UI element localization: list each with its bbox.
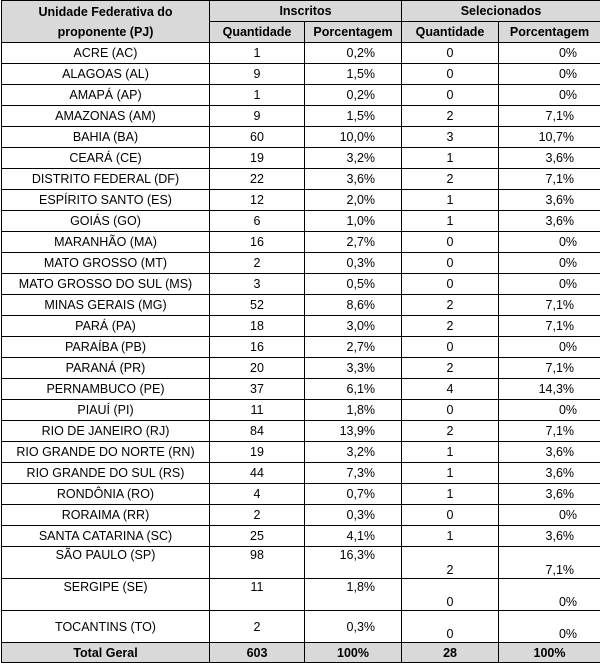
cell-inscritos-porcentagem: 1,0% bbox=[305, 211, 402, 232]
cell-inscritos-quantidade: 9 bbox=[210, 106, 305, 127]
cell-inscritos-quantidade: 22 bbox=[210, 169, 305, 190]
cell-selecionados-quantidade: 0 bbox=[402, 253, 499, 274]
cell-inscritos-porcentagem: 3,3% bbox=[305, 358, 402, 379]
cell-inscritos-quantidade: 20 bbox=[210, 358, 305, 379]
header-inscritos-quantidade: Quantidade bbox=[210, 22, 305, 43]
cell-state: RIO GRANDE DO SUL (RS) bbox=[2, 463, 210, 484]
cell-inscritos-porcentagem: 1,5% bbox=[305, 64, 402, 85]
cell-inscritos-quantidade: 25 bbox=[210, 526, 305, 547]
cell-selecionados-quantidade: 3 bbox=[402, 127, 499, 148]
cell-state: PARAÍBA (PB) bbox=[2, 337, 210, 358]
cell-inscritos-porcentagem: 7,3% bbox=[305, 463, 402, 484]
table-row bbox=[2, 148, 600, 169]
cell-inscritos-quantidade: 60 bbox=[210, 127, 305, 148]
cell-inscritos-porcentagem: 2,7% bbox=[305, 337, 402, 358]
total-row bbox=[2, 643, 600, 663]
cell-inscritos-porcentagem: 2,0% bbox=[305, 190, 402, 211]
cell-state: PARANÁ (PR) bbox=[2, 358, 210, 379]
cell-selecionados-porcentagem: 0% bbox=[499, 274, 600, 295]
cell-selecionados-quantidade: 1 bbox=[402, 526, 499, 547]
cell-inscritos-porcentagem: 16,3% bbox=[305, 547, 402, 579]
cell-selecionados-quantidade: 0 bbox=[402, 579, 499, 611]
cell-state: RIO GRANDE DO NORTE (RN) bbox=[2, 442, 210, 463]
cell-state: RONDÔNIA (RO) bbox=[2, 484, 210, 505]
cell-inscritos-porcentagem: 1,8% bbox=[305, 579, 402, 611]
table-row bbox=[2, 547, 600, 579]
cell-selecionados-porcentagem: 0% bbox=[499, 43, 600, 64]
cell-inscritos-quantidade: 84 bbox=[210, 421, 305, 442]
table-row bbox=[2, 106, 600, 127]
cell-state: PERNAMBUCO (PE) bbox=[2, 379, 210, 400]
total-selecionados-porcentagem: 100% bbox=[499, 643, 600, 663]
cell-inscritos-porcentagem: 0,2% bbox=[305, 85, 402, 106]
cell-selecionados-quantidade: 2 bbox=[402, 106, 499, 127]
cell-state: SÃO PAULO (SP) bbox=[2, 547, 210, 579]
cell-selecionados-porcentagem: 7,1% bbox=[499, 358, 600, 379]
cell-selecionados-quantidade: 2 bbox=[402, 295, 499, 316]
table-row bbox=[2, 295, 600, 316]
cell-inscritos-porcentagem: 1,5% bbox=[305, 106, 402, 127]
cell-inscritos-porcentagem: 2,7% bbox=[305, 232, 402, 253]
cell-selecionados-porcentagem: 0% bbox=[499, 253, 600, 274]
table-row bbox=[2, 484, 600, 505]
cell-selecionados-quantidade: 0 bbox=[402, 611, 499, 643]
table-row bbox=[2, 64, 600, 85]
cell-inscritos-porcentagem: 0,3% bbox=[305, 505, 402, 526]
cell-inscritos-porcentagem: 0,3% bbox=[305, 253, 402, 274]
cell-selecionados-porcentagem: 14,3% bbox=[499, 379, 600, 400]
cell-state: RORAIMA (RR) bbox=[2, 505, 210, 526]
table-row bbox=[2, 232, 600, 253]
cell-state: AMAPÁ (AP) bbox=[2, 85, 210, 106]
cell-inscritos-quantidade: 16 bbox=[210, 232, 305, 253]
table-row bbox=[2, 127, 600, 148]
header-selecionados: Selecionados bbox=[402, 1, 600, 22]
cell-inscritos-porcentagem: 0,5% bbox=[305, 274, 402, 295]
header-selecionados-porcentagem: Porcentagem bbox=[499, 22, 600, 43]
table-row bbox=[2, 463, 600, 484]
cell-state: RIO DE JANEIRO (RJ) bbox=[2, 421, 210, 442]
table-row bbox=[2, 337, 600, 358]
table-body bbox=[2, 43, 600, 643]
table-row bbox=[2, 211, 600, 232]
cell-selecionados-porcentagem: 0% bbox=[499, 232, 600, 253]
cell-inscritos-porcentagem: 4,1% bbox=[305, 526, 402, 547]
cell-selecionados-porcentagem: 7,1% bbox=[499, 106, 600, 127]
cell-inscritos-quantidade: 12 bbox=[210, 190, 305, 211]
table-row bbox=[2, 442, 600, 463]
table-row bbox=[2, 611, 600, 643]
cell-inscritos-porcentagem: 3,2% bbox=[305, 148, 402, 169]
cell-state: PIAUÍ (PI) bbox=[2, 400, 210, 421]
cell-inscritos-quantidade: 44 bbox=[210, 463, 305, 484]
cell-selecionados-quantidade: 2 bbox=[402, 547, 499, 579]
table-row bbox=[2, 526, 600, 547]
cell-inscritos-porcentagem: 10,0% bbox=[305, 127, 402, 148]
cell-inscritos-quantidade: 16 bbox=[210, 337, 305, 358]
table-header bbox=[2, 1, 600, 43]
cell-state: SANTA CATARINA (SC) bbox=[2, 526, 210, 547]
cell-selecionados-quantidade: 0 bbox=[402, 400, 499, 421]
table-row bbox=[2, 169, 600, 190]
cell-selecionados-quantidade: 1 bbox=[402, 463, 499, 484]
cell-selecionados-quantidade: 2 bbox=[402, 421, 499, 442]
cell-inscritos-quantidade: 37 bbox=[210, 379, 305, 400]
cell-inscritos-quantidade: 98 bbox=[210, 547, 305, 579]
cell-state: GOIÁS (GO) bbox=[2, 211, 210, 232]
cell-selecionados-porcentagem: 7,1% bbox=[499, 169, 600, 190]
cell-inscritos-porcentagem: 0,3% bbox=[305, 611, 402, 643]
uf-distribution-table bbox=[1, 0, 600, 663]
header-state: Unidade Federativa do proponente (PJ) bbox=[2, 1, 210, 43]
cell-state: ALAGOAS (AL) bbox=[2, 64, 210, 85]
cell-selecionados-porcentagem: 3,6% bbox=[499, 211, 600, 232]
table-footer bbox=[2, 643, 600, 663]
total-label: Total Geral bbox=[2, 643, 210, 663]
cell-selecionados-quantidade: 0 bbox=[402, 274, 499, 295]
cell-selecionados-porcentagem: 3,6% bbox=[499, 484, 600, 505]
cell-selecionados-porcentagem: 7,1% bbox=[499, 421, 600, 442]
cell-inscritos-quantidade: 18 bbox=[210, 316, 305, 337]
cell-inscritos-porcentagem: 13,9% bbox=[305, 421, 402, 442]
cell-inscritos-quantidade: 2 bbox=[210, 611, 305, 643]
cell-inscritos-porcentagem: 0,2% bbox=[305, 43, 402, 64]
table-row bbox=[2, 505, 600, 526]
cell-selecionados-porcentagem: 3,6% bbox=[499, 190, 600, 211]
cell-inscritos-quantidade: 3 bbox=[210, 274, 305, 295]
header-inscritos-porcentagem: Porcentagem bbox=[305, 22, 402, 43]
cell-selecionados-porcentagem: 0% bbox=[499, 85, 600, 106]
total-selecionados-quantidade: 28 bbox=[402, 643, 499, 663]
cell-inscritos-quantidade: 19 bbox=[210, 148, 305, 169]
cell-inscritos-porcentagem: 3,2% bbox=[305, 442, 402, 463]
cell-selecionados-quantidade: 0 bbox=[402, 85, 499, 106]
cell-selecionados-porcentagem: 0% bbox=[499, 64, 600, 85]
cell-selecionados-quantidade: 0 bbox=[402, 43, 499, 64]
cell-inscritos-quantidade: 1 bbox=[210, 85, 305, 106]
total-inscritos-porcentagem: 100% bbox=[305, 643, 402, 663]
cell-selecionados-porcentagem: 3,6% bbox=[499, 526, 600, 547]
cell-state: CEARÁ (CE) bbox=[2, 148, 210, 169]
table-row bbox=[2, 400, 600, 421]
cell-inscritos-quantidade: 4 bbox=[210, 484, 305, 505]
table-row bbox=[2, 190, 600, 211]
cell-state: SERGIPE (SE) bbox=[2, 579, 210, 611]
table-row bbox=[2, 579, 600, 611]
cell-selecionados-quantidade: 1 bbox=[402, 442, 499, 463]
cell-state: MARANHÃO (MA) bbox=[2, 232, 210, 253]
header-inscritos: Inscritos bbox=[210, 1, 402, 22]
table-row bbox=[2, 316, 600, 337]
cell-state: AMAZONAS (AM) bbox=[2, 106, 210, 127]
cell-state: ACRE (AC) bbox=[2, 43, 210, 64]
cell-selecionados-quantidade: 1 bbox=[402, 148, 499, 169]
cell-inscritos-quantidade: 1 bbox=[210, 43, 305, 64]
cell-state: ESPÍRITO SANTO (ES) bbox=[2, 190, 210, 211]
cell-inscritos-quantidade: 19 bbox=[210, 442, 305, 463]
cell-selecionados-porcentagem: 10,7% bbox=[499, 127, 600, 148]
cell-selecionados-quantidade: 0 bbox=[402, 337, 499, 358]
cell-state: DISTRITO FEDERAL (DF) bbox=[2, 169, 210, 190]
cell-inscritos-porcentagem: 8,6% bbox=[305, 295, 402, 316]
cell-selecionados-quantidade: 0 bbox=[402, 505, 499, 526]
cell-selecionados-quantidade: 1 bbox=[402, 211, 499, 232]
cell-state: MINAS GERAIS (MG) bbox=[2, 295, 210, 316]
table-row bbox=[2, 274, 600, 295]
cell-inscritos-porcentagem: 0,7% bbox=[305, 484, 402, 505]
cell-inscritos-quantidade: 2 bbox=[210, 505, 305, 526]
table-row bbox=[2, 358, 600, 379]
cell-inscritos-porcentagem: 3,6% bbox=[305, 169, 402, 190]
table-row bbox=[2, 421, 600, 442]
cell-inscritos-quantidade: 9 bbox=[210, 64, 305, 85]
cell-selecionados-quantidade: 4 bbox=[402, 379, 499, 400]
cell-inscritos-quantidade: 6 bbox=[210, 211, 305, 232]
cell-selecionados-porcentagem: 3,6% bbox=[499, 442, 600, 463]
header-row-groups bbox=[2, 1, 600, 22]
total-inscritos-quantidade: 603 bbox=[210, 643, 305, 663]
table-row bbox=[2, 43, 600, 64]
cell-inscritos-quantidade: 11 bbox=[210, 400, 305, 421]
cell-selecionados-porcentagem: 0% bbox=[499, 579, 600, 611]
cell-selecionados-porcentagem: 7,1% bbox=[499, 316, 600, 337]
table-row bbox=[2, 379, 600, 400]
cell-selecionados-quantidade: 2 bbox=[402, 358, 499, 379]
cell-selecionados-quantidade: 0 bbox=[402, 232, 499, 253]
cell-selecionados-porcentagem: 0% bbox=[499, 611, 600, 643]
table-row bbox=[2, 85, 600, 106]
cell-inscritos-quantidade: 52 bbox=[210, 295, 305, 316]
cell-inscritos-porcentagem: 3,0% bbox=[305, 316, 402, 337]
cell-selecionados-porcentagem: 0% bbox=[499, 337, 600, 358]
cell-inscritos-quantidade: 11 bbox=[210, 579, 305, 611]
cell-selecionados-quantidade: 1 bbox=[402, 190, 499, 211]
cell-selecionados-porcentagem: 0% bbox=[499, 505, 600, 526]
cell-selecionados-porcentagem: 7,1% bbox=[499, 547, 600, 579]
cell-state: TOCANTINS (TO) bbox=[2, 611, 210, 643]
cell-state: BAHIA (BA) bbox=[2, 127, 210, 148]
cell-selecionados-quantidade: 0 bbox=[402, 64, 499, 85]
cell-selecionados-porcentagem: 7,1% bbox=[499, 295, 600, 316]
cell-state: PARÁ (PA) bbox=[2, 316, 210, 337]
cell-selecionados-porcentagem: 3,6% bbox=[499, 463, 600, 484]
cell-state: MATO GROSSO DO SUL (MS) bbox=[2, 274, 210, 295]
cell-inscritos-quantidade: 2 bbox=[210, 253, 305, 274]
table-row bbox=[2, 253, 600, 274]
cell-selecionados-porcentagem: 3,6% bbox=[499, 148, 600, 169]
cell-selecionados-quantidade: 1 bbox=[402, 484, 499, 505]
cell-selecionados-quantidade: 2 bbox=[402, 169, 499, 190]
cell-state: MATO GROSSO (MT) bbox=[2, 253, 210, 274]
cell-selecionados-porcentagem: 0% bbox=[499, 400, 600, 421]
cell-selecionados-quantidade: 2 bbox=[402, 316, 499, 337]
cell-inscritos-porcentagem: 6,1% bbox=[305, 379, 402, 400]
cell-inscritos-porcentagem: 1,8% bbox=[305, 400, 402, 421]
header-selecionados-quantidade: Quantidade bbox=[402, 22, 499, 43]
